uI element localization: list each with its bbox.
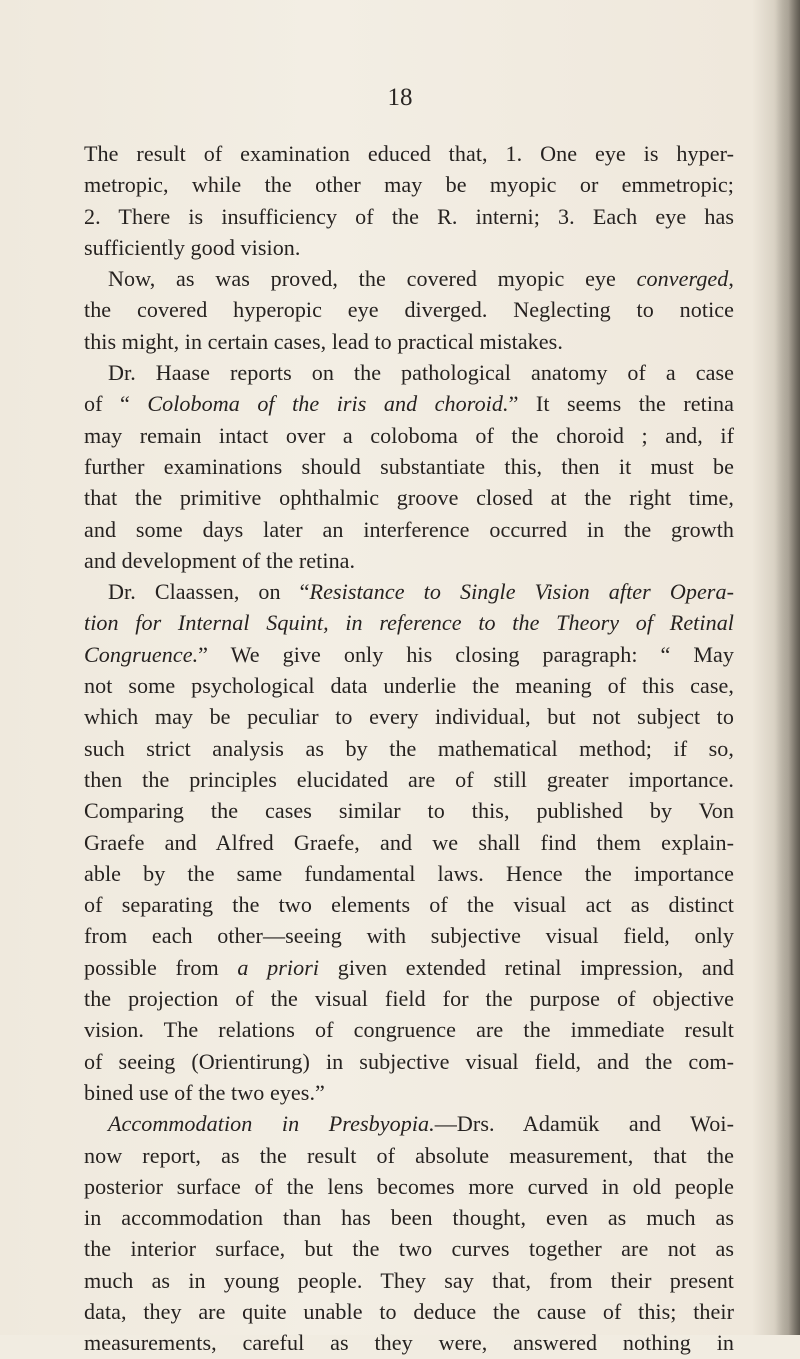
text-line-24: able by the same fundamental laws. Hence the importance	[84, 860, 734, 886]
text-line-16	[84, 607, 734, 638]
text-line-32	[84, 1108, 734, 1139]
text-line-2: metropic, while the other may be myopic or emmetropic;	[84, 172, 734, 198]
text-line-27	[84, 952, 734, 983]
page-edge-shadow	[774, 0, 800, 1335]
text-fragment: of “	[84, 391, 148, 417]
text-line-12: that the primitive ophthalmic groove closed at the right time,	[84, 485, 734, 511]
text-line-13: and some days later an interference occurred in the growth	[84, 516, 734, 542]
text-line-20: such strict analysis as by the mathematical method; if so,	[84, 735, 734, 761]
italic-converged: converged	[636, 266, 729, 292]
text-line-5	[84, 263, 734, 294]
text-line-11: further examinations should substantiate this, then it must be	[84, 453, 734, 479]
text-line-26: from each other—seeing with subjective visual field, only	[84, 923, 734, 949]
body-text	[84, 138, 734, 1359]
text-line-23: Graefe and Alfred Graefe, and we shall find them explain-	[84, 829, 734, 855]
text-line-9	[84, 388, 734, 419]
text-fragment: ” It seems the retina	[508, 391, 735, 417]
text-fragment: Now, as was proved, the covered myopic eye	[108, 266, 637, 292]
text-line-15	[84, 576, 734, 607]
italic-resistance-title-3: Congruence.	[84, 641, 199, 667]
page-number: 18	[387, 84, 413, 111]
italic-section-heading: Accommodation in Presbyopia.	[108, 1111, 435, 1137]
text-line-4: sufficiently good vision.	[84, 234, 301, 260]
text-line-10: may remain intact over a coloboma of the choroid ; and, if	[84, 422, 734, 448]
text-line-34: posterior surface of the lens becomes more curved in old people	[84, 1173, 734, 1199]
text-line-37: much as in young people. They say that, from their present	[84, 1267, 734, 1293]
text-line-3: 2. There is insufficiency of the R. interni; 3. Each eye has	[84, 203, 734, 229]
italic-resistance-title-2: tion for Internal Squint, in reference to the Theory of Retinal	[84, 610, 734, 636]
text-fragment: —Drs. Adamük and Woi-	[434, 1111, 734, 1137]
text-fragment: possible from	[84, 954, 238, 980]
text-line-38: data, they are quite unable to deduce the cause of this; their	[84, 1298, 734, 1324]
text-line-1: The result of examination educed that, 1. One eye is hyper-	[84, 141, 734, 166]
text-line-30: of seeing (Orientirung) in subjective visual field, and the com-	[84, 1048, 734, 1074]
text-line-25: of separating the two elements of the visual act as distinct	[84, 892, 734, 918]
text-fragment: Dr. Claassen, on “	[108, 579, 310, 605]
text-line-33: now report, as the result of absolute measurement, that the	[84, 1142, 734, 1168]
text-fragment: ,	[728, 266, 734, 292]
text-line-22: Comparing the cases similar to this, published by Von	[84, 798, 734, 824]
italic-coloboma-title: Coloboma of the iris and choroid.	[147, 391, 509, 417]
text-line-6: the covered hyperopic eye diverged. Neglecting to notice	[84, 297, 734, 323]
text-fragment: ” We give only his closing paragraph: “ May	[198, 641, 734, 667]
text-line-8: Dr. Haase reports on the pathological anatomy of a case	[108, 360, 734, 386]
text-line-28: the projection of the visual field for the purpose of objective	[84, 986, 734, 1012]
text-line-14: and development of the retina.	[84, 547, 356, 573]
italic-resistance-title-1: Resistance to Single Vision after Opera-	[309, 579, 734, 605]
italic-a-priori: a priori	[237, 954, 320, 980]
text-line-31: bined use of the two eyes.”	[84, 1079, 325, 1105]
text-line-29: vision. The relations of congruence are the immediate result	[84, 1017, 734, 1043]
text-line-35: in accommodation than has been thought, even as much as	[84, 1205, 734, 1231]
text-line-21: then the principles elucidated are of still greater importance.	[84, 766, 734, 792]
text-line-18: not some psychological data underlie the meaning of this case,	[84, 673, 734, 699]
text-line-36: the interior surface, but the two curves together are not as	[84, 1236, 734, 1262]
text-line-39: measurements, careful as they were, answered nothing in	[84, 1330, 734, 1356]
text-line-7: this might, in certain cases, lead to practical mistakes.	[84, 328, 563, 354]
text-fragment: given extended retinal impression, and	[319, 954, 734, 980]
text-line-19: which may be peculiar to every individual, but not subject to	[84, 704, 734, 730]
text-line-17	[84, 639, 734, 670]
